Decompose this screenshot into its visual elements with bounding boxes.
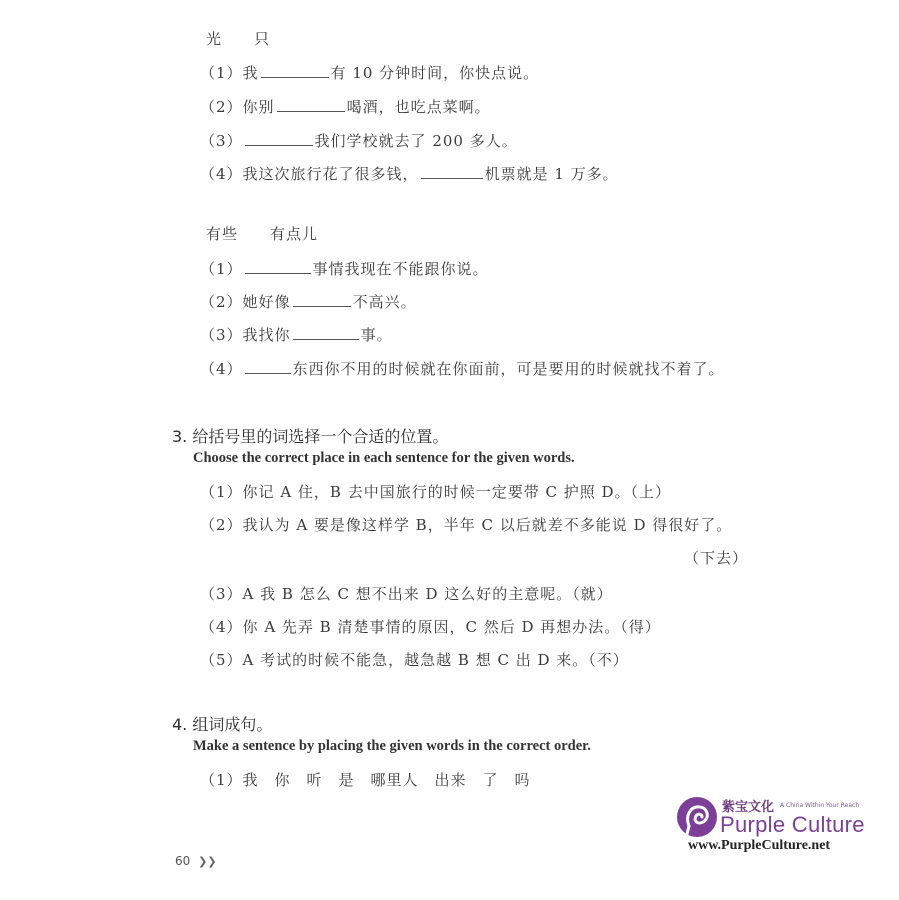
answer-blank[interactable] [261,63,329,78]
item-text: 你记 A 住，B 去中国旅行的时候一定要带 C 护照 D。（上） [242,483,672,501]
section3-item-2-word: （下去） [684,549,749,567]
item-text: 我 你 听 是 哪里人 出来 了 吗 [242,771,531,789]
item-number: （3） [200,326,243,344]
logo-chinese-name: 紫宝文化 [722,800,775,815]
answer-blank[interactable] [245,359,291,374]
item-number: （4） [200,360,243,378]
section3-item-4 [200,616,661,637]
item-text: A 考试的时候不能急，越急越 B 想 C 出 D 来。（不） [242,651,629,669]
item-text-post: 机票就是 1 万多。 [484,165,619,183]
item-number: （3） [200,585,243,603]
item-text-post: 事情我现在不能跟你说。 [312,260,489,278]
section3-item-5 [200,649,629,670]
item-number: （1） [200,64,243,82]
item-number: （2） [200,293,243,311]
logo-brand-name: Purple Culture [720,812,865,837]
group1-heading: 光 只 [206,30,271,48]
logo-emblem-icon [676,796,718,840]
group2-item-4 [200,358,725,379]
group2-heading: 有些 有点儿 [206,225,319,243]
page-number [175,854,217,868]
item-number: （4） [200,618,243,636]
group2-item-1 [200,258,489,279]
item-text-pre: 她好像 [242,293,291,311]
section3-item-3 [200,583,613,604]
item-text: 我认为 A 要是像这样学 B，半年 C 以后就差不多能说 D 得很好了。 [242,516,733,534]
answer-blank[interactable] [245,131,313,146]
answer-blank[interactable] [293,325,359,340]
item-text-post: 不高兴。 [352,293,417,311]
item-number: （5） [200,651,243,669]
page-number-value: 60 [175,854,191,868]
section3-item-1 [200,481,671,502]
logo-tagline: A China Within Your Reach [780,802,860,809]
section3-title: 3. 给括号里的词选择一个合适的位置。 [172,427,449,446]
item-text-pre: 我 [242,64,259,82]
item-number: （3） [200,132,243,150]
section4-subtitle: Make a sentence by placing the given words in the correct order. [193,738,591,754]
group2-item-3 [200,324,393,345]
item-number: （1） [200,483,243,501]
section3-item-2 [200,514,732,535]
item-text-post: 我们学校就去了 200 多人。 [314,132,518,150]
answer-blank[interactable] [277,97,345,112]
answer-blank[interactable] [421,164,483,179]
item-number: （1） [200,260,243,278]
group1-item-3 [200,130,518,151]
next-arrows-icon: ❯❯ [198,855,217,868]
group1-item-4 [200,163,619,184]
answer-blank[interactable] [245,259,311,274]
item-text-post: 东西你不用的时候就在你面前，可是要用的时候就找不着了。 [292,360,725,378]
item-text: 你 A 先弄 B 清楚事情的原因，C 然后 D 再想办法。（得） [242,618,661,636]
group2-item-2 [200,291,417,312]
group1-item-1 [200,62,539,83]
section4-title: 4. 组词成句。 [172,715,273,734]
section4-item-1 [200,769,531,790]
item-number: （2） [200,516,243,534]
group1-item-2 [200,96,491,117]
answer-blank[interactable] [293,292,351,307]
item-number: （2） [200,98,243,116]
item-number: （4） [200,165,243,183]
section3-subtitle: Choose the correct place in each sentence for the given words. [193,450,575,466]
item-text-pre: 我这次旅行花了很多钱， [242,165,419,183]
item-number: （1） [200,771,243,789]
item-text-post: 事。 [360,326,393,344]
logo-url: www.PurpleCulture.net [688,838,831,853]
item-text-pre: 你别 [242,98,275,116]
item-text: A 我 B 怎么 C 想不出来 D 这么好的主意呢。（就） [242,585,613,603]
item-text-pre: 我找你 [242,326,291,344]
item-text-post: 喝酒，也吃点菜啊。 [346,98,491,116]
item-text-post: 有 10 分钟时间，你快点说。 [330,64,540,82]
